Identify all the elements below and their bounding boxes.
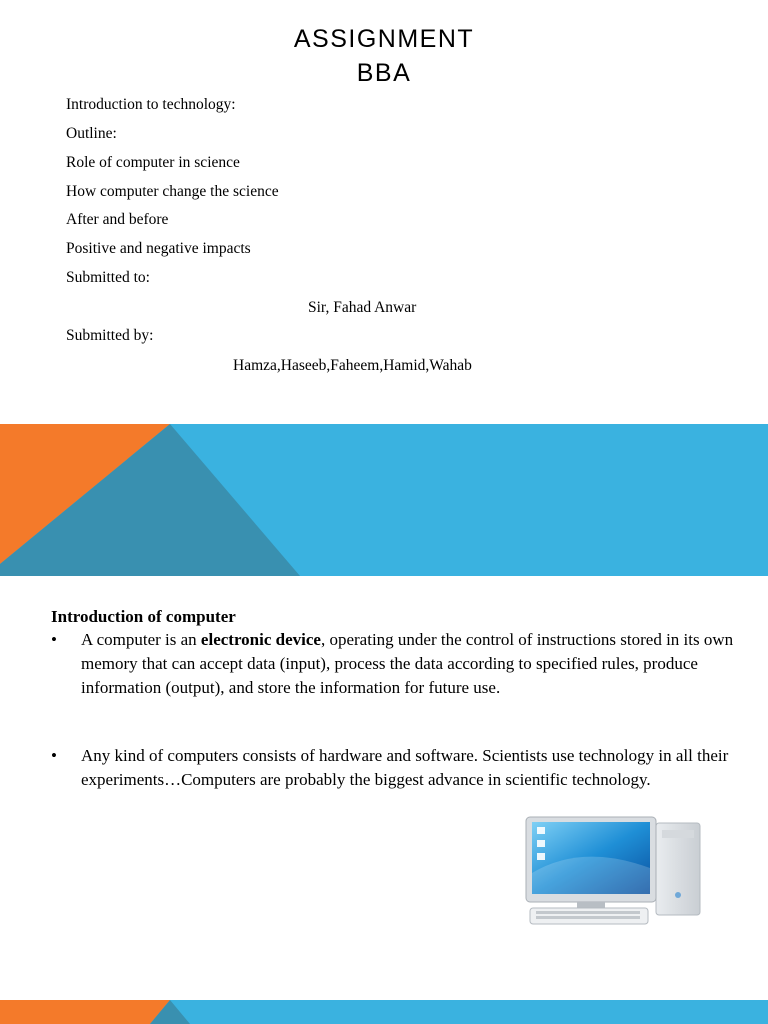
submitted-by-label: Submitted by: [66, 327, 154, 344]
bullet-marker: • [51, 630, 57, 649]
submitted-to-label: Submitted to: [66, 269, 150, 286]
section-heading: Introduction of computer [51, 607, 236, 626]
decorative-band [0, 1000, 768, 1024]
decorative-band [0, 424, 768, 576]
how-line: How computer change the science [66, 183, 279, 200]
intro-line: Introduction to technology: [66, 96, 236, 113]
after-line: After and before [66, 211, 169, 228]
submitted-to-name: Sir, Fahad Anwar [308, 299, 417, 316]
outline-line: Outline: [66, 125, 117, 142]
slide-subtitle: BBA [356, 59, 412, 87]
impacts-line: Positive and negative impacts [66, 240, 251, 257]
role-line: Role of computer in science [66, 154, 240, 171]
title-slide [0, 0, 768, 424]
intro-slide [0, 576, 768, 1000]
bullet-text: A computer is an electronic device, operating under the control of instructions stored in its own memory that can accept data (input), process the data according to specified rules, produce information (output), and store the information for future use. [81, 630, 734, 697]
bullet-text: Any kind of computers consists of hardware and software. Scientists use technology in all their experiments…Computers are probably the biggest advance in scientific technology. [81, 746, 729, 789]
slide-title: ASSIGNMENT [293, 25, 475, 53]
submitted-by-names: Hamza,Haseeb,Faheem,Hamid,Wahab [233, 357, 472, 374]
bullet-marker: • [51, 746, 57, 765]
bold-term: electronic device [200, 630, 321, 649]
desktop-computer-icon [522, 813, 707, 933]
